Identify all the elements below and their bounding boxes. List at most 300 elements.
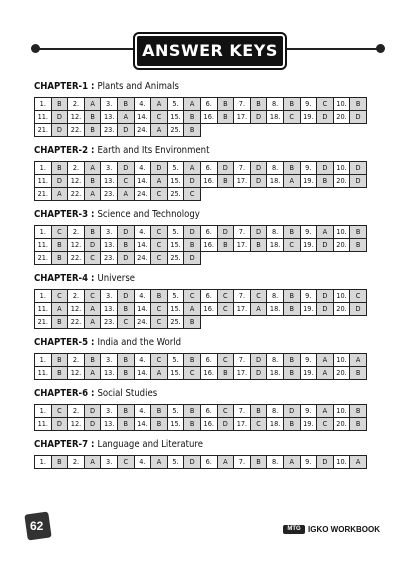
answer-cell: B [151, 405, 168, 418]
answer-cell: C [151, 252, 168, 265]
answer-cell: D [250, 367, 267, 380]
question-number-cell: 10. [333, 354, 350, 367]
question-number-cell: 4. [134, 405, 151, 418]
answer-key-row [35, 316, 367, 329]
question-number-cell: 17. [234, 111, 251, 124]
answer-cell: B [51, 252, 68, 265]
question-number-cell: 24. [134, 316, 151, 329]
question-number-cell: 11. [35, 111, 52, 124]
answer-cell: B [117, 239, 134, 252]
answer-cell: B [117, 367, 134, 380]
question-number-cell: 23. [101, 316, 118, 329]
answer-cell: D [84, 418, 101, 431]
question-number-cell: 14. [134, 418, 151, 431]
answer-cell: B [350, 367, 367, 380]
answer-cell: B [117, 405, 134, 418]
answer-cell: D [51, 111, 68, 124]
answer-cell: B [283, 303, 300, 316]
answer-cell: B [350, 418, 367, 431]
question-number-cell: 5. [167, 162, 184, 175]
question-number-cell: 3. [101, 354, 118, 367]
answer-cell: B [184, 239, 201, 252]
question-number-cell: 19. [300, 175, 317, 188]
chapter-title [34, 272, 379, 286]
question-number-cell: 2. [68, 226, 85, 239]
answer-cell: B [283, 226, 300, 239]
question-number-cell: 19. [300, 239, 317, 252]
answer-key-table [34, 97, 367, 137]
answer-cell: A [217, 456, 234, 469]
chapter-title-separator: : [88, 145, 98, 156]
question-number-cell: 4. [134, 354, 151, 367]
question-number-cell: 3. [101, 405, 118, 418]
answer-cell: B [184, 418, 201, 431]
question-number-cell: 13. [101, 111, 118, 124]
answer-key-row [35, 162, 367, 175]
question-number-cell: 10. [333, 290, 350, 303]
question-number-cell: 7. [234, 354, 251, 367]
answer-cell: D [117, 290, 134, 303]
question-number-cell: 20. [333, 239, 350, 252]
answer-key-table [34, 353, 367, 380]
question-number-cell: 23. [101, 124, 118, 137]
answer-cell: B [184, 354, 201, 367]
answer-cell: B [217, 175, 234, 188]
question-number-cell: 12. [68, 418, 85, 431]
answer-cell: D [317, 456, 334, 469]
question-number-cell: 14. [134, 111, 151, 124]
question-number-cell: 25. [167, 124, 184, 137]
chapter-name: CHAPTER-3 [34, 209, 89, 220]
answer-cell: B [117, 418, 134, 431]
answer-cell: C [350, 290, 367, 303]
answer-cell: C [51, 226, 68, 239]
answer-cell: B [51, 239, 68, 252]
answer-cell: B [217, 111, 234, 124]
chapter-subject: Language and Literature [97, 439, 203, 450]
question-number-cell: 6. [200, 162, 217, 175]
answer-cell: D [117, 226, 134, 239]
question-number-cell: 18. [267, 239, 284, 252]
answer-cell: B [184, 405, 201, 418]
question-number-cell: 6. [200, 354, 217, 367]
page-title: ANSWER KEYS [142, 41, 278, 60]
answer-cell: D [250, 226, 267, 239]
question-number-cell: 5. [167, 405, 184, 418]
answer-cell: A [317, 226, 334, 239]
question-number-cell: 21. [35, 252, 52, 265]
answer-cell: B [151, 418, 168, 431]
answer-cell: D [217, 226, 234, 239]
question-number-cell: 13. [101, 367, 118, 380]
answer-cell: A [184, 98, 201, 111]
question-number-cell: 6. [200, 456, 217, 469]
question-number-cell: 2. [68, 456, 85, 469]
answer-cell: D [283, 405, 300, 418]
answer-key-row [35, 188, 367, 201]
answer-cell: D [84, 239, 101, 252]
answer-cell: A [151, 124, 168, 137]
answer-cell: C [151, 239, 168, 252]
answer-cell: B [217, 239, 234, 252]
answer-cell: D [317, 303, 334, 316]
answer-cell: A [350, 354, 367, 367]
answer-cell: B [217, 98, 234, 111]
answer-cell: B [84, 111, 101, 124]
question-number-cell: 25. [167, 188, 184, 201]
question-number-cell: 16. [200, 175, 217, 188]
question-number-cell: 1. [35, 290, 52, 303]
question-number-cell: 24. [134, 252, 151, 265]
answer-cell: B [84, 226, 101, 239]
answer-key-row [35, 290, 367, 303]
question-number-cell: 8. [267, 405, 284, 418]
answer-cell: A [151, 367, 168, 380]
answer-cell: C [151, 226, 168, 239]
answer-cell: A [84, 316, 101, 329]
page-number: 62 [30, 519, 44, 533]
question-number-cell: 17. [234, 239, 251, 252]
question-number-cell: 12. [68, 175, 85, 188]
answer-cell: B [283, 418, 300, 431]
question-number-cell: 14. [134, 239, 151, 252]
answer-cell: D [184, 175, 201, 188]
question-number-cell: 4. [134, 162, 151, 175]
chapter-title [34, 387, 379, 401]
question-number-cell: 12. [68, 303, 85, 316]
question-number-cell: 15. [167, 418, 184, 431]
answer-key-row [35, 226, 367, 239]
question-number-cell: 18. [267, 111, 284, 124]
question-number-cell: 24. [134, 188, 151, 201]
answer-cell: B [51, 456, 68, 469]
answer-cell: B [283, 367, 300, 380]
answer-cell: C [184, 188, 201, 201]
question-number-cell: 6. [200, 405, 217, 418]
answer-cell: B [283, 162, 300, 175]
chapter-block [34, 336, 379, 380]
question-number-cell: 1. [35, 162, 52, 175]
question-number-cell: 10. [333, 98, 350, 111]
question-number-cell: 3. [101, 226, 118, 239]
answer-cell: D [250, 354, 267, 367]
answer-cell: D [317, 290, 334, 303]
answer-cell: B [250, 98, 267, 111]
question-number-cell: 21. [35, 316, 52, 329]
question-number-cell: 7. [234, 162, 251, 175]
answer-key-row [35, 367, 367, 380]
question-number-cell: 11. [35, 239, 52, 252]
answer-cell: B [184, 316, 201, 329]
question-number-cell: 12. [68, 367, 85, 380]
question-number-cell: 14. [134, 303, 151, 316]
answer-cell: B [217, 367, 234, 380]
question-number-cell: 12. [68, 239, 85, 252]
answer-cell: A [283, 456, 300, 469]
question-number-cell: 18. [267, 175, 284, 188]
chapter-subject: Universe [97, 273, 136, 284]
answer-cell: C [151, 111, 168, 124]
question-number-cell: 7. [234, 98, 251, 111]
question-number-cell: 11. [35, 175, 52, 188]
answer-cell: B [184, 124, 201, 137]
question-number-cell: 7. [234, 456, 251, 469]
answer-cell: D [151, 162, 168, 175]
answer-cell: B [117, 354, 134, 367]
chapter-subject: Earth and Its Environment [97, 145, 210, 156]
question-number-cell: 23. [101, 252, 118, 265]
header-rule-dot-left [31, 44, 40, 53]
answer-cell: D [217, 418, 234, 431]
question-number-cell: 6. [200, 226, 217, 239]
answer-cell: C [250, 418, 267, 431]
answer-cell: C [283, 111, 300, 124]
answer-cell: A [350, 456, 367, 469]
chapter-block [34, 144, 379, 201]
question-number-cell: 16. [200, 418, 217, 431]
answer-cell: A [151, 456, 168, 469]
question-number-cell: 9. [300, 456, 317, 469]
chapter-subject: Social Studies [97, 388, 158, 399]
answer-cell: A [184, 162, 201, 175]
answer-cell: D [51, 418, 68, 431]
answer-key-row [35, 175, 367, 188]
chapter-block [34, 80, 379, 137]
answer-cell: B [51, 367, 68, 380]
question-number-cell: 19. [300, 367, 317, 380]
answer-cell: B [250, 456, 267, 469]
answer-cell: C [184, 290, 201, 303]
question-number-cell: 20. [333, 303, 350, 316]
question-number-cell: 21. [35, 124, 52, 137]
question-number-cell: 3. [101, 290, 118, 303]
chapter-title [34, 336, 379, 350]
question-number-cell: 20. [333, 175, 350, 188]
answer-cell: C [250, 290, 267, 303]
answer-cell: C [51, 290, 68, 303]
question-number-cell: 3. [101, 98, 118, 111]
brand [283, 525, 380, 534]
question-number-cell: 22. [68, 188, 85, 201]
answer-cell: C [217, 354, 234, 367]
answer-cell: B [51, 316, 68, 329]
answer-key-table [34, 161, 367, 201]
answer-cell: C [84, 290, 101, 303]
answer-cell: A [84, 456, 101, 469]
answer-cell: D [117, 162, 134, 175]
answer-cell: A [117, 111, 134, 124]
chapter-name: CHAPTER-2 [34, 145, 89, 156]
chapter-title [34, 144, 379, 158]
chapter-name: CHAPTER-1 [34, 81, 89, 92]
answer-key-row [35, 252, 367, 265]
question-number-cell: 17. [234, 367, 251, 380]
answer-cell: A [151, 98, 168, 111]
question-number-cell: 2. [68, 98, 85, 111]
chapter-name: CHAPTER-4 [34, 273, 89, 284]
question-number-cell: 2. [68, 405, 85, 418]
answer-cell: D [250, 162, 267, 175]
answer-cell: C [317, 418, 334, 431]
brand-text: IGKO WORKBOOK [308, 525, 380, 534]
question-number-cell: 10. [333, 456, 350, 469]
answer-cell: C [283, 239, 300, 252]
answer-cell: B [151, 290, 168, 303]
chapters-list [34, 80, 379, 476]
answer-cell: B [117, 98, 134, 111]
question-number-cell: 1. [35, 98, 52, 111]
question-number-cell: 15. [167, 367, 184, 380]
question-number-cell: 19. [300, 303, 317, 316]
question-number-cell: 1. [35, 456, 52, 469]
question-number-cell: 24. [134, 124, 151, 137]
answer-cell: C [117, 316, 134, 329]
question-number-cell: 7. [234, 405, 251, 418]
question-number-cell: 10. [333, 405, 350, 418]
question-number-cell: 20. [333, 111, 350, 124]
answer-cell: D [317, 162, 334, 175]
question-number-cell: 8. [267, 226, 284, 239]
answer-cell: B [84, 124, 101, 137]
answer-cell: C [151, 303, 168, 316]
chapter-title-separator: : [88, 439, 98, 450]
answer-cell: B [84, 175, 101, 188]
question-number-cell: 16. [200, 303, 217, 316]
question-number-cell: 18. [267, 303, 284, 316]
answer-key-row [35, 98, 367, 111]
answer-cell: B [250, 239, 267, 252]
question-number-cell: 5. [167, 98, 184, 111]
answer-cell: D [184, 456, 201, 469]
question-number-cell: 5. [167, 226, 184, 239]
answer-cell: B [350, 239, 367, 252]
question-number-cell: 22. [68, 124, 85, 137]
question-number-cell: 13. [101, 175, 118, 188]
question-number-cell: 8. [267, 456, 284, 469]
question-number-cell: 8. [267, 290, 284, 303]
page-title-box [135, 34, 285, 68]
chapter-subject: India and the World [97, 337, 182, 348]
answer-cell: B [84, 354, 101, 367]
question-number-cell: 18. [267, 418, 284, 431]
question-number-cell: 22. [68, 252, 85, 265]
question-number-cell: 6. [200, 290, 217, 303]
chapter-subject: Science and Technology [97, 209, 200, 220]
header-rule-dot-right [376, 44, 385, 53]
chapter-title [34, 438, 379, 452]
answer-cell: D [317, 239, 334, 252]
question-number-cell: 5. [167, 290, 184, 303]
question-number-cell: 8. [267, 354, 284, 367]
question-number-cell: 17. [234, 175, 251, 188]
question-number-cell: 7. [234, 290, 251, 303]
answer-cell: B [350, 226, 367, 239]
answer-key-row [35, 418, 367, 431]
answer-cell: A [283, 175, 300, 188]
question-number-cell: 11. [35, 303, 52, 316]
answer-key-table [34, 225, 367, 265]
chapter-block [34, 438, 379, 469]
answer-cell: D [250, 111, 267, 124]
answer-cell: B [184, 111, 201, 124]
answer-cell: A [184, 303, 201, 316]
question-number-cell: 2. [68, 354, 85, 367]
question-number-cell: 22. [68, 316, 85, 329]
answer-cell: B [51, 98, 68, 111]
question-number-cell: 1. [35, 226, 52, 239]
answer-cell: D [317, 111, 334, 124]
answer-cell: D [117, 252, 134, 265]
question-number-cell: 16. [200, 239, 217, 252]
question-number-cell: 9. [300, 405, 317, 418]
question-number-cell: 16. [200, 111, 217, 124]
answer-cell: B [117, 303, 134, 316]
question-number-cell: 20. [333, 367, 350, 380]
answer-cell: D [51, 175, 68, 188]
answer-key-row [35, 124, 367, 137]
answer-key-table [34, 404, 367, 431]
answer-cell: A [84, 367, 101, 380]
answer-cell: A [84, 162, 101, 175]
question-number-cell: 10. [333, 162, 350, 175]
question-number-cell: 13. [101, 239, 118, 252]
question-number-cell: 2. [68, 162, 85, 175]
answer-cell: A [250, 303, 267, 316]
chapter-block [34, 272, 379, 329]
question-number-cell: 25. [167, 316, 184, 329]
answer-cell: B [350, 405, 367, 418]
chapter-block [34, 387, 379, 431]
answer-cell: C [184, 367, 201, 380]
question-number-cell: 9. [300, 290, 317, 303]
question-number-cell: 13. [101, 418, 118, 431]
answer-key-table [34, 289, 367, 329]
chapter-title-separator: : [88, 273, 98, 284]
question-number-cell: 10. [333, 226, 350, 239]
question-number-cell: 19. [300, 111, 317, 124]
question-number-cell: 20. [333, 418, 350, 431]
answer-cell: C [117, 175, 134, 188]
answer-cell: D [350, 303, 367, 316]
chapter-subject: Plants and Animals [97, 81, 179, 92]
answer-cell: C [51, 405, 68, 418]
chapter-block [34, 208, 379, 265]
question-number-cell: 15. [167, 175, 184, 188]
question-number-cell: 14. [134, 175, 151, 188]
answer-key-table [34, 455, 367, 469]
answer-cell: B [350, 98, 367, 111]
question-number-cell: 2. [68, 290, 85, 303]
question-number-cell: 19. [300, 418, 317, 431]
question-number-cell: 18. [267, 367, 284, 380]
question-number-cell: 1. [35, 405, 52, 418]
answer-cell: D [350, 175, 367, 188]
question-number-cell: 13. [101, 303, 118, 316]
answer-cell: A [51, 303, 68, 316]
answer-key-row [35, 354, 367, 367]
question-number-cell: 15. [167, 239, 184, 252]
answer-cell: D [117, 124, 134, 137]
answer-cell: B [317, 175, 334, 188]
question-number-cell: 11. [35, 418, 52, 431]
answer-cell: C [217, 405, 234, 418]
answer-cell: C [317, 98, 334, 111]
answer-cell: D [184, 226, 201, 239]
answer-cell: B [51, 354, 68, 367]
question-number-cell: 6. [200, 98, 217, 111]
chapter-title-separator: : [88, 81, 98, 92]
answer-cell: C [151, 188, 168, 201]
